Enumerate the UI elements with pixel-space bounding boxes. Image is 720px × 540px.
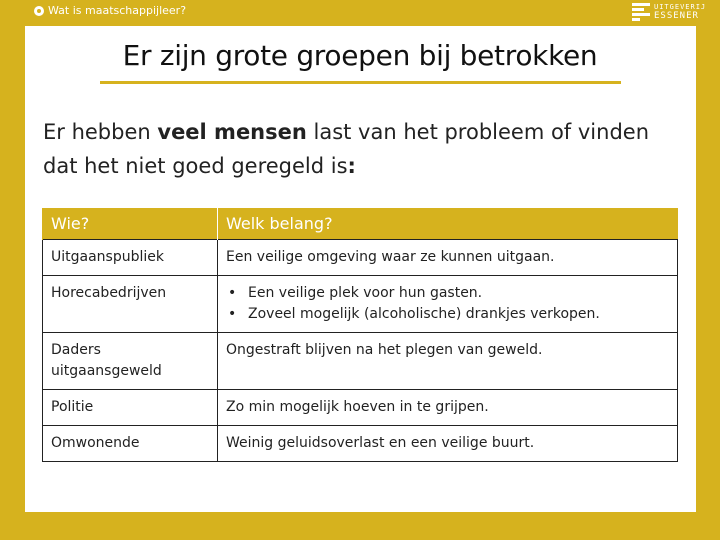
cell-interest [218, 276, 678, 333]
logo-bars-icon [632, 3, 650, 21]
list-item: • Een veilige plek voor hun gasten. [226, 283, 669, 304]
cell-interest: Zo min mogelijk hoeven in te grijpen. [218, 390, 678, 426]
cell-who: Uitgaanspubliek [43, 240, 218, 276]
column-header-interest: Welk belang? [218, 208, 678, 240]
topic-label: Wat is maatschappijleer? [48, 4, 187, 17]
cell-who: Omwonende [43, 426, 218, 462]
cell-interest: Een veilige omgeving waar ze kunnen uitgaan. [218, 240, 678, 276]
intro-colon: : [347, 154, 356, 178]
bottom-strip [0, 512, 720, 540]
table-row [43, 333, 678, 390]
table-row [43, 240, 678, 276]
intro-part-1: Er hebben [43, 120, 158, 144]
logo-text-bottom: ESSENER [654, 11, 699, 21]
intro-emphasis: veel mensen [157, 120, 307, 144]
topic-breadcrumb [34, 4, 186, 17]
table-row [43, 426, 678, 462]
slide-panel [25, 26, 696, 512]
cell-who: Daders uitgaansgeweld [43, 333, 218, 390]
title-underline [100, 81, 621, 84]
intro-text [43, 115, 663, 183]
cell-interest: Ongestraft blijven na het plegen van geweld. [218, 333, 678, 390]
slide-title: Er zijn grote groepen bij betrokken [122, 39, 598, 72]
top-bar [0, 0, 720, 26]
list-item: • Zoveel mogelijk (alcoholische) drankjes verkopen. [226, 304, 669, 325]
interest-bullet-list [226, 283, 669, 325]
table-row [43, 276, 678, 333]
intro-part-2: last van het probleem of vinden dat het niet goed geregeld is [43, 120, 650, 178]
cell-interest: Weinig geluidsoverlast en een veilige buurt. [218, 426, 678, 462]
publisher-logo [632, 3, 706, 21]
circle-bullet-icon [34, 6, 44, 16]
logo-text-top: UITGEVERIJ [654, 3, 707, 11]
column-header-who: Wie? [43, 208, 218, 240]
table-header-row [43, 208, 678, 240]
stakeholder-table [42, 208, 678, 462]
cell-who: Horecabedrijven [43, 276, 218, 333]
cell-who: Politie [43, 390, 218, 426]
table-row [43, 390, 678, 426]
